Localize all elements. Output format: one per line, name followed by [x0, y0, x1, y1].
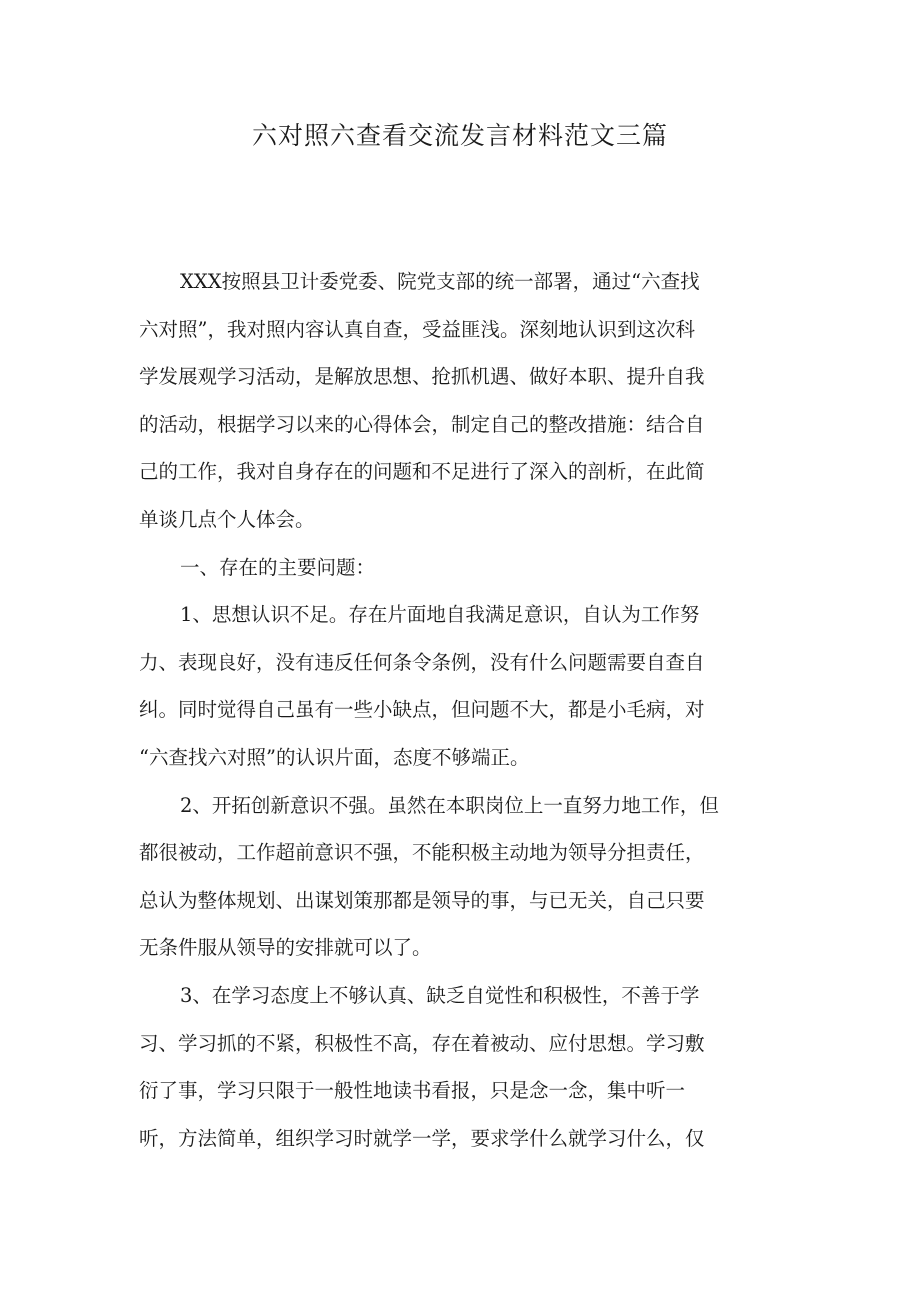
text-line: 单谈几点个人体会。 — [139, 507, 315, 531]
document-title: 六对照六查看交流发言材料范文三篇 — [251, 121, 668, 150]
text-line: 1、思想认识不足。存在片面地自我满足意识，自认为工作努 — [180, 603, 700, 627]
text-line: XXX按照县卫计委党委、院党支部的统一部署，通过“六查找 — [180, 270, 700, 293]
section-heading: 一、存在的主要问题： — [180, 555, 376, 579]
text-line: 都很被动，工作超前意识不强，不能积极主动地为领导分担责任， — [139, 841, 705, 865]
text-line: 无条件服从领导的安排就可以了。 — [139, 936, 432, 960]
document-body — [139, 258, 781, 1162]
text-line: “六查找六对照”的认识片面，态度不够端正。 — [139, 745, 530, 769]
text-line: 听，方法简单，组织学习时就学一学，要求学什么就学习什么，仅 — [139, 1126, 705, 1150]
text-line: 力、表现良好，没有违反任何条令条例，没有什么问题需要自查自 — [139, 650, 705, 674]
text-line: 总认为整体规划、出谋划策那都是领导的事，与已无关，自己只要 — [139, 888, 705, 912]
text-line: 衍了事，学习只限于一般性地读书看报，只是念一念，集中听一 — [139, 1079, 686, 1103]
text-line: 的活动，根据学习以来的心得体会，制定自己的整改措施：结合自 — [139, 412, 705, 436]
text-line: 学发展观学习活动，是解放思想、抢抓机遇、做好本职、提升自我 — [139, 365, 705, 389]
text-line: 六对照”，我对照内容认真自查，受益匪浅。深刻地认识到这次科 — [139, 317, 695, 341]
text-line: 习、学习抓的不紧，积极性不高，存在着被动、应付思想。学习敷 — [139, 1031, 705, 1055]
text-line: 己的工作，我对自身存在的问题和不足进行了深入的剖析，在此简 — [139, 460, 705, 484]
text-line: 3、在学习态度上不够认真、缺乏自觉性和积极性，不善于学 — [180, 983, 700, 1007]
text-line: 2、开拓创新意识不强。虽然在本职岗位上一直努力地工作，但 — [180, 793, 719, 817]
text-line: 纠。同时觉得自己虽有一些小缺点，但问题不大，都是小毛病，对 — [139, 698, 705, 722]
